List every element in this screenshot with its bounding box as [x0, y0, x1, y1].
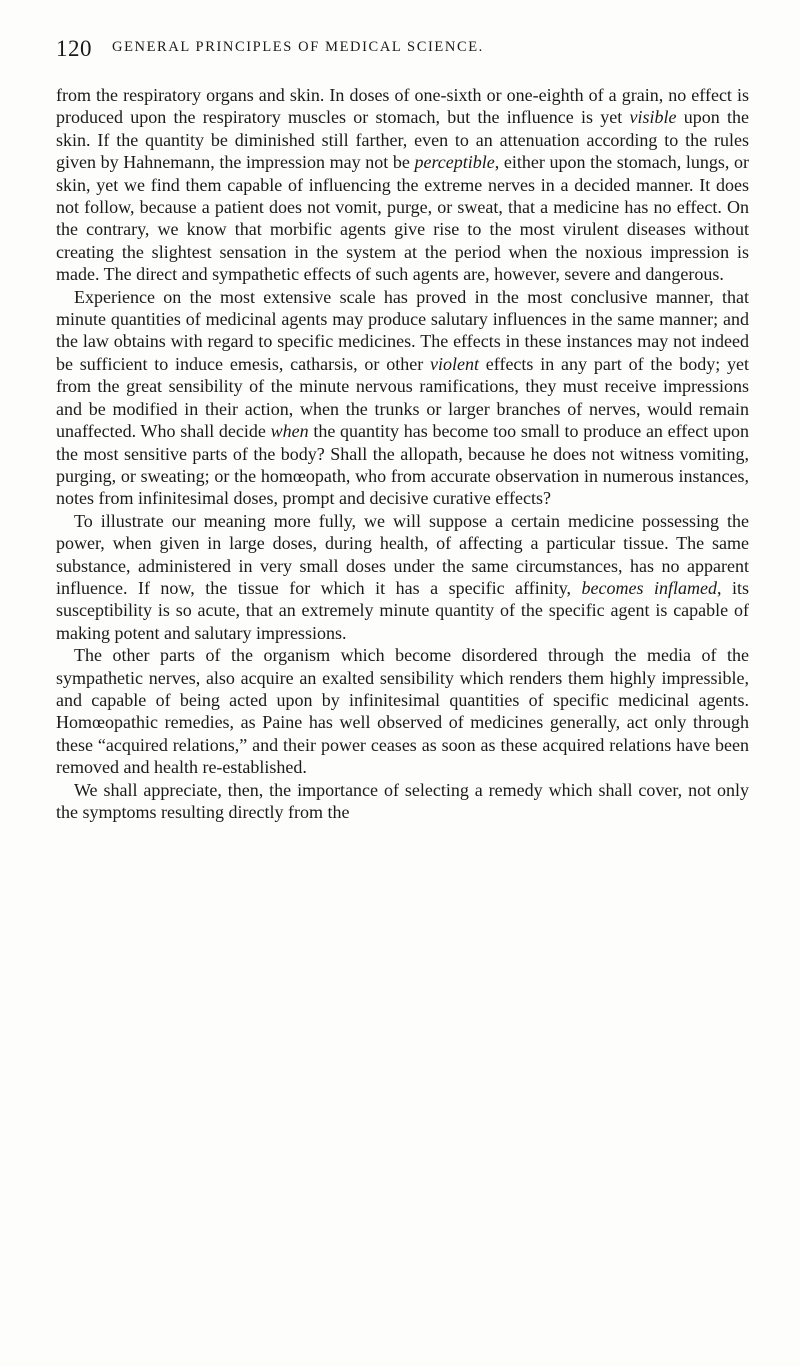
italic-visible: visible [629, 107, 677, 128]
text-segment: Experience on the most extensive scale has proved in the most conclusive manner, that minute quantities of medicinal agents may produce salutary influences in the same manner; and the law obtains with regard to specific medicines. The effects in these instances may not indeed be sufficient to induce emesis, catharsis, or other [56, 286, 749, 374]
paragraph-2 [56, 286, 749, 510]
italic-when: when [270, 421, 309, 442]
italic-perceptible: perceptible [414, 152, 495, 173]
body-text [56, 84, 749, 823]
text-segment: To illustrate our meaning more fully, we will suppose a certain medicine possessing the power, when given in large doses, during health, of affecting a particular tissue. The same substance, administered in very small doses under the same circumstances, has no apparent influence. If now, the tissue for which it has a specific affinity, [56, 510, 749, 598]
text-segment: upon the skin. If the quantity be diminished still farther, even to an attenuation according to the rules given by Hahnemann, the impression may not be [56, 107, 749, 173]
text-segment: effects in any part of the body; yet from the great sensibility of the minute nervous ramifications, they must receive impressions and be modified in their action, when the trunks or larger branches of nerves, would remain unaffected. Who shall decide [56, 353, 750, 442]
paragraph-4 [56, 644, 749, 778]
text-segment: from the respiratory organs and skin. In doses of one-sixth or one-eighth of a grain, no effect is produced upon the respiratory muscles or stomach, but the influence is yet [56, 85, 749, 128]
paragraph-1 [56, 84, 749, 286]
text-segment: the quantity has become too small to produce an effect upon the most sensitive parts of the body? Shall the allopath, because he does not witness vomiting, purging, or sweating; or the homœopath, who from accurate observation in numerous instances, notes from infinitesimal doses, prompt and decisive curative effects? [56, 421, 749, 509]
paragraph-5 [56, 779, 749, 824]
italic-violent: violent [430, 353, 479, 374]
text-segment: , its susceptibility is so acute, that an extremely minute quantity of the specific agent is capable of making potent and salutary impressions. [56, 577, 749, 643]
text-segment: We shall appreciate, then, the importance of selecting a remedy which shall cover, not only the symptoms resulting directly from the [56, 779, 749, 822]
text-segment: The other parts of the organism which become disordered through the media of the sympathetic nerves, also acquire an exalted sensibility which renders them highly impressible, and capable of being acted upon by infinitesimal quantities of specific medicinal agents. Homœopathic remedies, as Paine has well observed of medicines generally, act only through these “acquired relations,” and their power ceases as soon as these acquired relations have been removed and health re-established. [56, 645, 749, 778]
running-title: GENERAL PRINCIPLES OF MEDICAL SCIENCE. [112, 39, 484, 55]
page-number: 120 [56, 36, 92, 61]
italic-becomes-inflamed: becomes inflamed [581, 577, 717, 598]
paragraph-3 [56, 510, 749, 644]
text-segment: , either upon the stomach, lungs, or skin, yet we find them capable of influencing the extreme nerves in a decided manner. It does not follow, because a patient does not vomit, purge, or sweat, that a medicine has no effect. On the contrary, we know that morbific agents give rise to the most virulent diseases without creating the slightest sensation in the system at the period when the noxious impression is made. The direct and sympathetic effects of such agents are, however, severe and dangerous. [56, 152, 749, 285]
running-header [56, 36, 756, 76]
